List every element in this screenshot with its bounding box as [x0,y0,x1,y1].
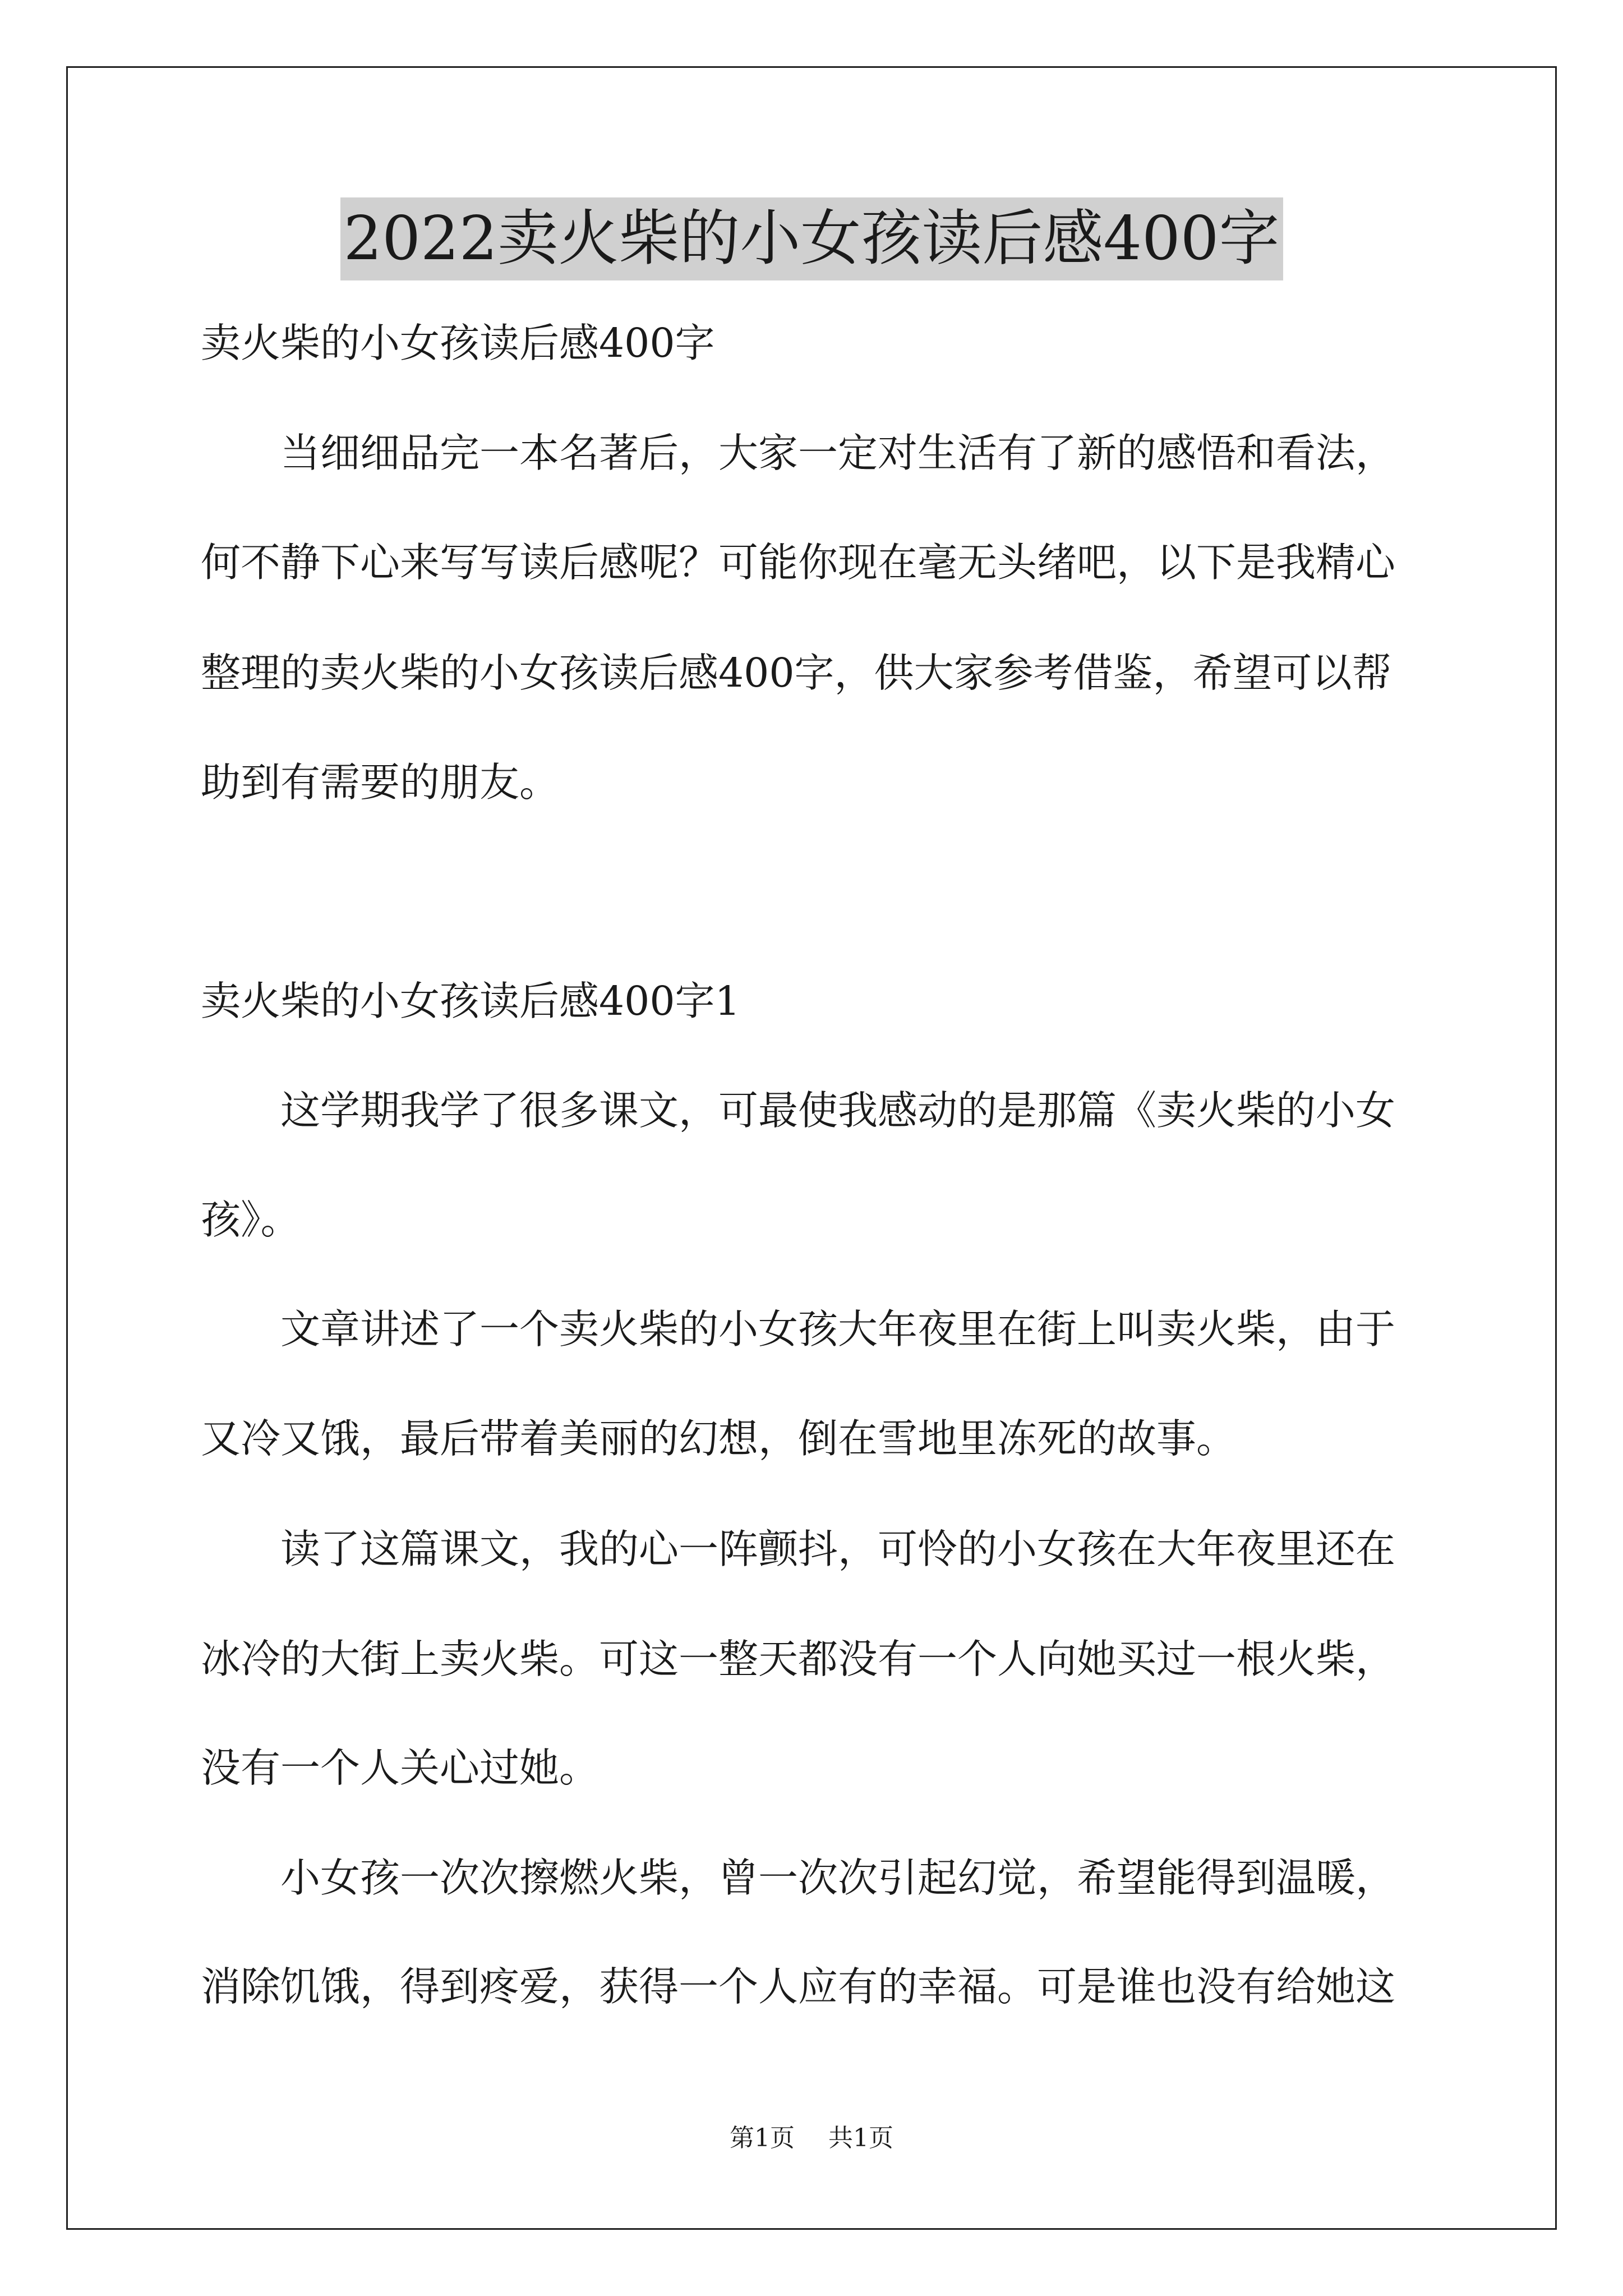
text-line: 何不静下心来写写读后感呢？可能你现在毫无头绪吧，以下是我精心 [201,539,1396,586]
text-line: 冰冷的大街上卖火柴。可这一整天都没有一个人向她买过一根火柴， [201,1636,1396,1682]
subtitle-line: 卖火柴的小女孩读后感400字 [201,320,715,366]
document-title: 2022卖火柴的小女孩读后感400字 [340,197,1283,280]
text-line: 整理的卖火柴的小女孩读后感400字，供大家参考借鉴，希望可以帮 [201,650,1392,696]
text-line: 读了这篇课文，我的心一阵颤抖，可怜的小女孩在大年夜里还在 [280,1526,1396,1572]
text-line: 没有一个人关心过她。 [201,1745,600,1791]
text-line: 文章讲述了一个卖火柴的小女孩大年夜里在街上叫卖火柴，由于 [280,1306,1396,1352]
text-line: 小女孩一次次擦燃火柴，曾一次次引起幻觉，希望能得到温暖， [280,1855,1396,1901]
text-line: 孩》。 [201,1197,301,1243]
text-line: 消除饥饿，得到疼爱，获得一个人应有的幸福。可是谁也没有给她这 [201,1963,1396,2010]
text-line: 当细细品完一本名著后，大家一定对生活有了新的感悟和看法， [280,430,1396,476]
text-line: 这学期我学了很多课文，可最使我感动的是那篇《卖火柴的小女 [280,1087,1396,1134]
text-line: 又冷又饿，最后带着美丽的幻想，倒在雪地里冻死的故事。 [201,1415,1237,1462]
section-heading: 卖火柴的小女孩读后感400字1 [201,978,740,1024]
page-number-current: 第1页 [730,2124,795,2152]
page-number-total: 共1页 [828,2124,893,2152]
page-footer [0,2122,1623,2155]
text-line: 助到有需要的朋友。 [201,759,560,806]
title-container [0,197,1623,280]
